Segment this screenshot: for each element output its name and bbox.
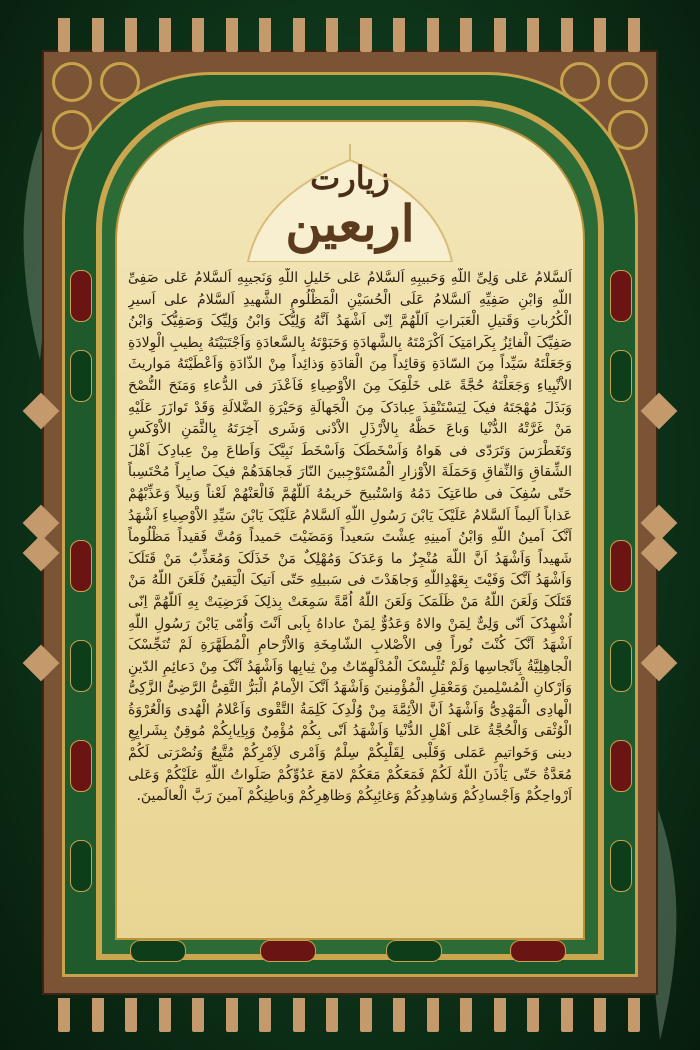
tassel-top [494,18,506,52]
tassel-top [159,18,171,52]
plaque-decoration [260,940,316,962]
tassel-top [393,18,405,52]
tassel-top [192,18,204,52]
tassel-top [527,18,539,52]
title-block [238,160,462,252]
plaque-decoration [610,270,632,322]
tassel-top [259,18,271,52]
tassel-bottom [192,998,204,1032]
title-big: اربعین [285,194,415,253]
plaque-decoration [70,350,92,402]
tassel-bottom [125,998,137,1032]
tassel-bottom [326,998,338,1032]
swirl-ornament [52,62,92,102]
tassel-bottom [159,998,171,1032]
tassel-bottom [360,998,372,1032]
tassel-bottom [58,998,70,1032]
title-small: زیارت [310,159,390,197]
tassel-top [594,18,606,52]
plaque-decoration [70,270,92,322]
plaque-decoration [70,540,92,592]
plaque-decoration [510,940,566,962]
tassel-bottom [628,998,640,1032]
plaque-decoration [610,840,632,892]
tassel-bottom [226,998,238,1032]
plaque-decoration [70,740,92,792]
tassel-top [326,18,338,52]
tassel-top [92,18,104,52]
tassel-top [360,18,372,52]
tassel-bottom [92,998,104,1032]
ziyarat-text: اَلسَّلامُ عَلی وَلِیِّ اللّهِ وَحَبیبِهِ اَلسَّلامُ عَلی خَلیلِ اللّهِ وَنَجیبِهِ اَلسَّلامُ عَلی صَفِیِّ اللّهِ وَابْنِ صَفِیِّهِ اَلسَّلامُ عَلَی الْحُسَیْنِ الْمَظْلُومِ الشَّهیدِ اَلسَّلامُ علی اَسیرِ الْکُرُباتِ وَقَتیلِ الْعَبَراتِ اَللّهُمَّ اِنّی اَشْهَدُ اَنَّهُ وَلِیُّکَ وَابْنُ وَلِیِّکَ وَصَفِیُّکَ وَابْنُ صَفِیِّکَ الْفائِزُ بِکَرامَتِکَ اَکْرَمْتَهُ بِالشَّهادَةِ وَحَبَوْتَهُ بِالسَّعادَةِ وَاَجْتَبَیْتَهُ بِطیبِ الْوِلادَةِ وَجَعَلْتَهُ سَیِّداً مِنَ السّادَةِ وَقائِداً مِنَ الْقادَةِ وَذائِداً مِنْ الذّادَةِ وَاَعْطَیْتَهُ مَواریثَ الاَْنْبِیاءِ وَجَعَلْتَهُ حُجَّةً عَلی خَلْقِکَ مِنَ الاَْوْصِیاءِ فَاَعْذَرَ فی الدُّعاءِ وَمَنَحَ النُّصْحَ وَبَذَلَ مُهْجَتَهُ فیکَ لِیَسْتَنْقِذَ عِبادَکَ مِنَ الْجَهالَةِ وَحَیْرَةِ الضَّلالَةِ وَقَدْ تَوازَرَ عَلَیْهِ مَنْ غَرَّتْهُ الدُّنْیا وَباعَ حَظَّهُ بِالاَْرْذَلِ الاَْدْنی وَشَری آخِرَتَهُ بِالثَّمَنِ الاَْوْکَسِ وَتَغَطْرَسَ وَتَرَدّی فی هَواهُ وَاَسْخَطَکَ وَاَسْخَطَ نَبِیَّکَ وَاَطاعَ مِنْ عِبادِکَ اَهْلَ الشِّقاقِ وَالنِّفاقِ وَحَمَلَةَ الاَْوْزارِ الْمُسْتَوْجِبینَ النّارَ فَجاهَدَهُمْ فیکَ صابِراً مُحْتَسِباً حَتّی سُفِکَ فی طاعَتِکَ دَمُهُ وَاسْتُبیحَ حَریمُهُ اَللّهُمَّ فَالْعَنْهُمْ لَعْناً وَبیلاً وَعَذِّبْهُمْ عَذاباً اَلیماً اَلسَّلامُ عَلَیْکَ یَابْنَ رَسُولِ اللّهِ اَلسَّلامُ عَلَیْکَ یَابْنَ سَیِّدِ الاَْوْصِیاءِ اَشْهَدُ اَنَّکَ اَمینُ اللّهِ وَابْنُ اَمینِهِ عِشْتَ سَعیداً وَمَضَیْتَ حَمیداً وَمُتَّ فَقیداً مَظْلُوماً شَهیداً وَاَشْهَدُ اَنَّ اللّهَ مُنْجِزٌ ما وَعَدَکَ وَمُهْلِکٌ مَنْ خَذَلَکَ وَمُعَذِّبٌ مَنْ قَتَلَکَ وَاَشْهَدُ اَنَّکَ وَفَیْتَ بِعَهْدِاللّهِ وَجاهَدْتَ فی سَبیلِهِ حَتّی اَتیکَ الْیَقینُ فَلَعَنَ اللّهُ مَنْ قَتَلَکَ وَلَعَنَ اللّهُ مَنْ ظَلَمَکَ وَلَعَنَ اللّهُ اُمَّةً سَمِعَتْ بِذلِکَ فَرَضِیَتْ بِهِ اَللّهُمَّ اِنّی اُشْهِدُکَ اَنّی وَلِیٌّ لِمَنْ والاهُ وَعَدُوٌّ لِمَنْ عاداهُ بِاَبی اَنْتَ وَاُمّی یَابْنَ رَسُولِ اللّهِ اَشْهَدُ اَنَّکَ کُنْتَ نُوراً فِی الاَْصْلابِ الشّامِخَةِ وَالاَْرْحامِ الْمُطَهَّرَةِ لَمْ تُنَجِّسْکَ الْجاهِلِیَّةُ بِاَنْجاسِها وَلَمْ تُلْبِسْکَ الْمُدْلَهِمّاتُ مِنْ ثِیابِها وَاَشْهَدُ اَنَّکَ مِنْ دَعائِمِ الدّینِ وَاَرْکانِ الْمُسْلِمینَ وَمَعْقِلِ الْمُؤْمِنینَ وَاَشْهَدُ اَنَّکَ الاِْمامُ الْبَرُّ التَّقِیُّ الرَّضِیُّ الزَّکِیُّ الْهادِی الْمَهْدِیُّ وَاَشْهَدُ اَنَّ الاَْئِمَّةَ مِنْ وُلْدِکَ کَلِمَةُ التَّقْوی وَاَعْلامُ الْهُدی وَالْعُرْوَةُ الْوُثْقی وَالْحُجَّةُ عَلی اَهْلِ الدُّنْیا وَاَشْهَدُ اَنّی بِکُمْ مُؤْمِنٌ وَبِاِیابِکُمْ مُوقِنٌ بِشَرایِعِ دینی وَخَواتیمِ عَمَلی وَقَلْبی لِقَلْبِکُمْ سِلْمٌ وَاَمْری لاَِمْرِکُمْ مُتَّبِعٌ وَنُصْرَتی لَکُمْ مُعَدَّةٌ حَتّی یَاْذَنَ اللّهُ لَکُمْ فَمَعَکُمْ مَعَکُمْ لامَعَ عَدُوِّکُمْ صَلَواتُ اللّهِ عَلَیْکُمْ وَعَلی اَرْواحِکُمْ وَاَجْسادِکُمْ وَشاهِدِکُمْ وَغائِبِکُمْ وَظاهِرِکُمْ وَباطِنِکُمْ آمینَ رَبَّ الْعالَمینَ. [128,270,572,805]
plaque-decoration [610,740,632,792]
tassel-top [226,18,238,52]
tassel-bottom [460,998,472,1032]
plaque-decoration [610,350,632,402]
tassel-bottom [561,998,573,1032]
tassel-top [561,18,573,52]
tassel-bottom [293,998,305,1032]
plaque-decoration [386,940,442,962]
plaque-decoration [130,940,186,962]
tassel-top [58,18,70,52]
plaque-decoration [70,840,92,892]
tassel-bottom [494,998,506,1032]
plaque-decoration [610,540,632,592]
tassel-top [427,18,439,52]
tassel-top [293,18,305,52]
plaque-decoration [610,640,632,692]
swirl-ornament [608,62,648,102]
tassel-bottom [594,998,606,1032]
tassel-bottom [393,998,405,1032]
tassel-top [125,18,137,52]
plaque-decoration [70,640,92,692]
tassel-bottom [527,998,539,1032]
tassel-bottom [259,998,271,1032]
tassel-bottom [427,998,439,1032]
tassel-top [628,18,640,52]
tassel-top [460,18,472,52]
